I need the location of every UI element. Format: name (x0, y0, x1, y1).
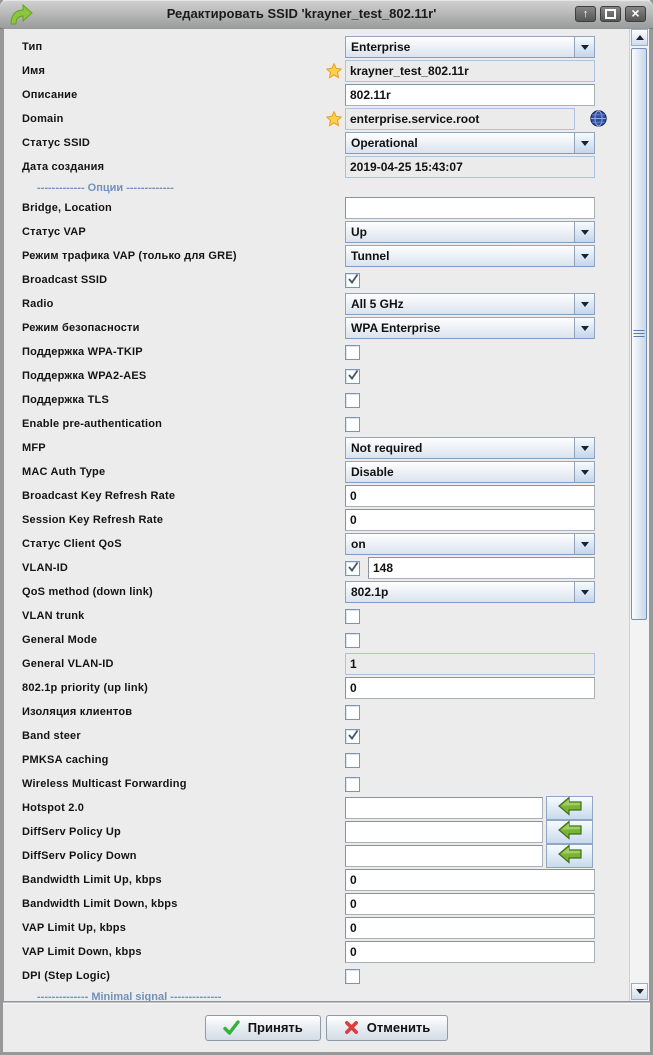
cross-icon (344, 1020, 359, 1035)
field-label: Поддержка TLS (22, 394, 109, 406)
field-label: Radio (22, 298, 54, 310)
field-label: DiffServ Policy Up (22, 826, 121, 838)
field-label: Статус Client QoS (22, 538, 122, 550)
form-row (4, 676, 629, 700)
form-row (4, 35, 629, 59)
field-label: Bandwidth Limit Up, kbps (22, 874, 162, 886)
app-icon (7, 3, 33, 25)
dropdown-value: All 5 GHz (351, 297, 404, 311)
chevron-down-icon (581, 254, 589, 259)
text-input[interactable] (345, 677, 595, 699)
dropdown-field[interactable] (345, 461, 595, 483)
field-area (345, 156, 595, 178)
dropdown-value: Not required (351, 441, 423, 455)
field-area (345, 245, 595, 267)
form-row (4, 940, 629, 964)
text-input[interactable] (345, 941, 595, 963)
field-area (345, 393, 595, 408)
checkbox[interactable] (345, 705, 360, 720)
arrow-left-icon (558, 796, 582, 821)
form-row (4, 580, 629, 604)
chevron-down-icon (581, 302, 589, 307)
dropdown-field[interactable] (345, 132, 595, 154)
picker-button[interactable] (546, 796, 593, 820)
form-row (4, 268, 629, 292)
arrow-left-icon (558, 820, 582, 845)
field-area (345, 84, 595, 106)
form-row (4, 820, 629, 844)
picker-button[interactable] (546, 844, 593, 868)
field-area (345, 461, 595, 483)
section-separator-label: -------------- Minimal signal -------------- (37, 990, 222, 1002)
checkbox[interactable] (345, 969, 360, 984)
dropdown-value: Enterprise (351, 40, 411, 54)
field-label: General VLAN-ID (22, 658, 114, 670)
triangle-up-icon (636, 35, 644, 40)
field-label: Session Key Refresh Rate (22, 514, 164, 526)
text-input[interactable] (345, 917, 595, 939)
form-row (4, 340, 629, 364)
field-label: Дата создания (22, 161, 105, 173)
close-button[interactable] (625, 6, 646, 22)
dropdown-arrow-button[interactable] (574, 294, 594, 314)
dropdown-arrow-button[interactable] (574, 534, 594, 554)
form-row (4, 796, 629, 820)
field-area (345, 581, 595, 603)
form-row (4, 772, 629, 796)
field-label: Режим безопасности (22, 322, 140, 334)
field-label: Режим трафика VAP (только для GRE) (22, 250, 237, 262)
cancel-button-label: Отменить (366, 1020, 431, 1035)
text-input[interactable] (345, 485, 595, 507)
field-area (345, 417, 595, 432)
field-label: Статус VAP (22, 226, 86, 238)
button-bar (3, 1002, 650, 1052)
picker-button[interactable] (546, 820, 593, 844)
maximize-button[interactable] (600, 6, 621, 22)
field-area (345, 653, 595, 675)
form-row (4, 652, 629, 676)
field-area (345, 820, 595, 844)
field-label: Hotspot 2.0 (22, 802, 85, 814)
field-label: Поддержка WPA-TKIP (22, 346, 143, 358)
field-area (345, 485, 595, 507)
text-input[interactable] (345, 845, 543, 867)
form-row (4, 964, 629, 988)
dropdown-value: WPA Enterprise (351, 321, 441, 335)
readonly-field (345, 156, 595, 178)
window-controls (575, 6, 646, 22)
field-area (345, 273, 595, 288)
check-icon (223, 1020, 240, 1035)
checkbox[interactable] (345, 633, 360, 648)
scrollbar (629, 29, 649, 1001)
dropdown-arrow-button[interactable] (574, 222, 594, 242)
dropdown-field[interactable] (345, 293, 595, 315)
field-area (345, 753, 595, 768)
field-label: VLAN trunk (22, 610, 85, 622)
text-input[interactable] (345, 869, 595, 891)
form-row (4, 892, 629, 916)
scrollbar-thumb[interactable] (631, 48, 647, 620)
checkbox[interactable] (345, 777, 360, 792)
field-label: Domain (22, 113, 64, 125)
dropdown-arrow-button[interactable] (574, 582, 594, 602)
checkbox[interactable] (345, 561, 360, 576)
field-label: Bridge, Location (22, 202, 112, 214)
field-label: VAP Limit Up, kbps (22, 922, 127, 934)
field-area (345, 969, 595, 984)
chevron-down-icon (581, 326, 589, 331)
field-label: MAC Auth Type (22, 466, 106, 478)
checkbox[interactable] (345, 393, 360, 408)
chevron-down-icon (581, 230, 589, 235)
star-icon (326, 111, 342, 127)
titlebar (0, 0, 653, 29)
star-icon (326, 63, 342, 79)
dropdown-arrow-button[interactable] (574, 246, 594, 266)
field-label: Статус SSID (22, 137, 91, 149)
close-icon: × (631, 5, 640, 21)
chevron-down-icon (581, 45, 589, 50)
form-row (4, 700, 629, 724)
chevron-down-icon (581, 542, 589, 547)
form-row (4, 292, 629, 316)
field-area (345, 633, 595, 648)
text-input[interactable] (345, 509, 595, 531)
field-area (345, 677, 595, 699)
field-label: Поддержка WPA2-AES (22, 370, 147, 382)
form-row (4, 364, 629, 388)
maximize-icon (605, 9, 616, 19)
dropdown-arrow-button[interactable] (574, 462, 594, 482)
field-area (345, 197, 595, 219)
field-area (345, 533, 595, 555)
form-row (4, 196, 629, 220)
field-label: Broadcast SSID (22, 274, 108, 286)
dropdown-field[interactable] (345, 581, 595, 603)
field-label: Описание (22, 89, 78, 101)
field-label: QoS method (down link) (22, 586, 153, 598)
dropdown-value: Operational (351, 136, 418, 150)
field-area (345, 869, 595, 891)
rollup-icon: ↑ (582, 8, 589, 20)
field-area (345, 36, 595, 58)
checkbox[interactable] (345, 729, 360, 744)
dropdown-field[interactable] (345, 533, 595, 555)
window-title: Редактировать SSID 'krayner_test_802.11r' (166, 6, 437, 21)
dropdown-value: Disable (351, 465, 394, 479)
form-row (4, 604, 629, 628)
scroll-up-button[interactable] (631, 29, 648, 46)
field-area (345, 917, 595, 939)
form-row (4, 244, 629, 268)
dropdown-field[interactable] (345, 221, 595, 243)
form-row (4, 508, 629, 532)
section-separator-row (4, 179, 629, 196)
checkbox[interactable] (345, 345, 360, 360)
dropdown-value: on (351, 537, 366, 551)
readonly-field (345, 653, 595, 675)
form-row (4, 532, 629, 556)
field-label: Broadcast Key Refresh Rate (22, 490, 176, 502)
dropdown-field[interactable] (345, 437, 595, 459)
accept-button-label: Принять (247, 1020, 303, 1035)
form-row (4, 484, 629, 508)
form-row (4, 556, 629, 580)
form-row (4, 316, 629, 340)
form-row (4, 724, 629, 748)
field-label: Wireless Multicast Forwarding (22, 778, 187, 790)
text-input[interactable] (345, 821, 543, 843)
field-area (345, 609, 595, 624)
checkbox[interactable] (345, 273, 360, 288)
field-label: VAP Limit Down, kbps (22, 946, 142, 958)
chevron-down-icon (581, 470, 589, 475)
form-row (4, 916, 629, 940)
field-area (345, 893, 595, 915)
field-label: 802.1p priority (up link) (22, 682, 149, 694)
field-label: PMKSA caching (22, 754, 109, 766)
dropdown-arrow-button[interactable] (574, 438, 594, 458)
form-row (4, 748, 629, 772)
cancel-button[interactable] (326, 1015, 449, 1041)
field-area (345, 729, 595, 744)
dropdown-field[interactable] (345, 317, 595, 339)
dropdown-arrow-button[interactable] (574, 318, 594, 338)
field-label: DiffServ Policy Down (22, 850, 137, 862)
text-input[interactable] (345, 197, 595, 219)
field-area (345, 557, 595, 579)
checkbox[interactable] (345, 753, 360, 768)
form-row (4, 107, 629, 131)
dropdown-value: 802.1p (351, 585, 389, 599)
chevron-down-icon (581, 590, 589, 595)
chevron-down-icon (581, 446, 589, 451)
field-area (345, 317, 595, 339)
dropdown-arrow-button[interactable] (574, 37, 594, 57)
field-area (345, 437, 595, 459)
globe-icon[interactable] (590, 110, 607, 127)
section-separator-row (4, 988, 629, 1002)
field-label: MFP (22, 442, 46, 454)
field-area (345, 844, 595, 868)
field-label: Band steer (22, 730, 81, 742)
arrow-left-icon (558, 844, 582, 869)
text-input[interactable] (345, 797, 543, 819)
form-row (4, 59, 629, 83)
field-area (345, 132, 595, 154)
field-area (345, 509, 595, 531)
field-area (345, 60, 595, 82)
form-scroll-area (3, 28, 650, 1002)
form-row (4, 388, 629, 412)
field-area (345, 108, 595, 130)
field-label: DPI (Step Logic) (22, 970, 111, 982)
field-label: General Mode (22, 634, 98, 646)
chevron-down-icon (581, 141, 589, 146)
scroll-down-button[interactable] (631, 983, 648, 1000)
dropdown-field[interactable] (345, 36, 595, 58)
form-row (4, 220, 629, 244)
field-area (345, 293, 595, 315)
field-area (345, 705, 595, 720)
form-row (4, 868, 629, 892)
accept-button[interactable] (205, 1015, 321, 1041)
text-input[interactable] (368, 557, 595, 579)
checkbox[interactable] (345, 417, 360, 432)
field-label: Изоляция клиентов (22, 706, 133, 718)
field-label: Имя (22, 65, 46, 77)
field-area (345, 345, 595, 360)
dropdown-value: Up (351, 225, 367, 239)
field-label: Тип (22, 41, 43, 53)
checkbox[interactable] (345, 369, 360, 384)
form-rows (4, 29, 629, 1002)
triangle-down-icon (636, 989, 644, 994)
field-area (345, 796, 595, 820)
text-input[interactable] (345, 84, 595, 106)
field-area (345, 369, 595, 384)
form-row (4, 844, 629, 868)
section-separator-label: ------------- Опции ------------- (37, 181, 174, 194)
rollup-button[interactable] (575, 6, 596, 22)
dropdown-value: Tunnel (351, 249, 390, 263)
dropdown-arrow-button[interactable] (574, 133, 594, 153)
form-row (4, 412, 629, 436)
field-label: Bandwidth Limit Down, kbps (22, 898, 178, 910)
readonly-field (345, 60, 595, 82)
readonly-field (345, 108, 575, 130)
field-area (345, 777, 595, 792)
checkbox[interactable] (345, 609, 360, 624)
scrollbar-grip-icon (634, 330, 645, 338)
field-area (345, 221, 595, 243)
field-area (345, 941, 595, 963)
form-row (4, 436, 629, 460)
form-row (4, 131, 629, 155)
form-row (4, 460, 629, 484)
field-label: VLAN-ID (22, 562, 69, 574)
form-row (4, 83, 629, 107)
text-input[interactable] (345, 893, 595, 915)
form-row (4, 155, 629, 179)
dropdown-field[interactable] (345, 245, 595, 267)
field-label: Enable pre-authentication (22, 418, 163, 430)
form-row (4, 628, 629, 652)
